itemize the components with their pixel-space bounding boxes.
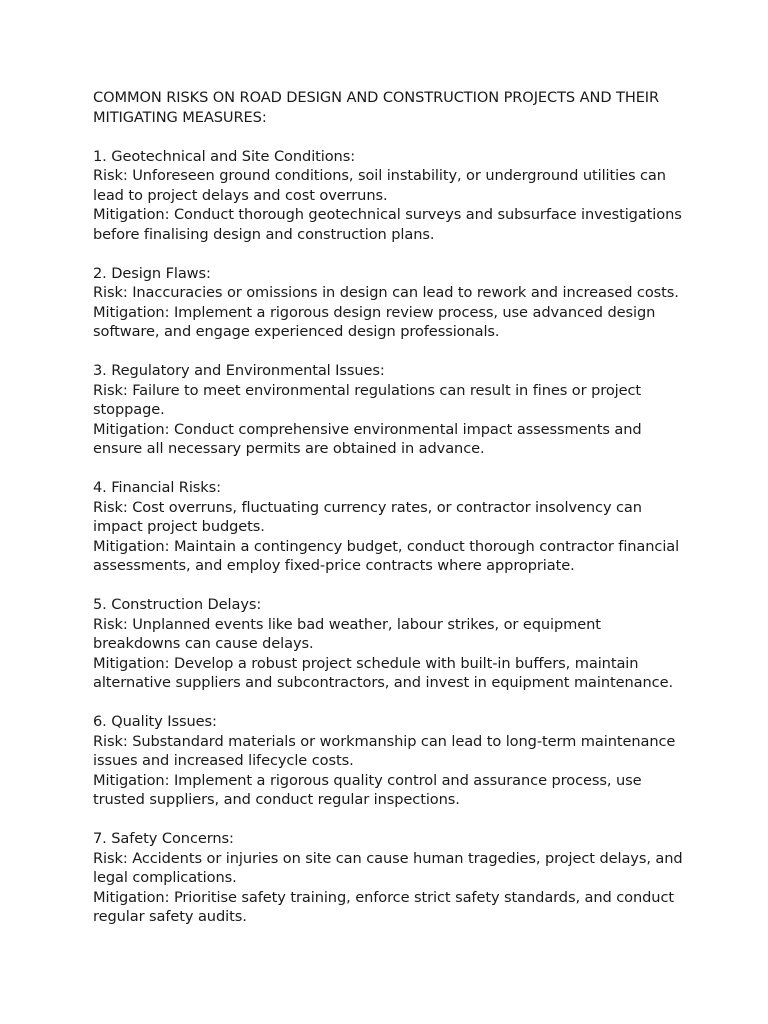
risk-text: Risk: Inaccuracies or omissions in design can lead to rework and increased costs. — [93, 284, 679, 301]
risk-text: Risk: Cost overruns, fluctuating currency rates, or contractor insolvency can impact project budgets. — [93, 498, 642, 535]
mitigation-text: Mitigation: Implement a rigorous quality control and assurance process, use trusted suppliers, and conduct regular inspections. — [93, 771, 642, 808]
mitigation-text: Mitigation: Conduct comprehensive environmental impact assessments and ensure all necessary permits are obtained in advance. — [93, 420, 642, 457]
risk-section-construction-delays — [93, 595, 683, 693]
mitigation-text: Mitigation: Prioritise safety training, enforce strict safety standards, and conduct regular safety audits. — [93, 888, 675, 925]
risk-section-safety — [93, 829, 683, 927]
risk-text: Risk: Unforeseen ground conditions, soil instability, or underground utilities can lead to project delays and cost overruns. — [93, 167, 666, 204]
risk-text: Risk: Accidents or injuries on site can cause human tragedies, project delays, and legal complications. — [93, 849, 683, 886]
mitigation-text: Mitigation: Maintain a contingency budget, conduct thorough contractor financial assessments, and employ fixed-price contracts where appropriate. — [93, 537, 680, 574]
section-heading: 4. Financial Risks: — [93, 479, 221, 496]
document-title: COMMON RISKS ON ROAD DESIGN AND CONSTRUCTION PROJECTS AND THEIR MITIGATING MEASURES: — [93, 89, 660, 126]
risk-text: Risk: Failure to meet environmental regulations can result in fines or project stoppage. — [93, 381, 642, 418]
section-heading: 2. Design Flaws: — [93, 264, 211, 282]
risk-section-quality — [93, 712, 683, 810]
section-heading: 3. Regulatory and Environmental Issues: — [93, 362, 385, 379]
mitigation-text: Mitigation: Develop a robust project schedule with built-in buffers, maintain alternative suppliers and subcontractors, and invest in equipment maintenance. — [93, 654, 673, 691]
section-heading: 5. Construction Delays: — [93, 596, 262, 613]
section-heading: 1. Geotechnical and Site Conditions: — [93, 147, 356, 165]
section-heading: 6. Quality Issues: — [93, 713, 217, 730]
section-heading: 7. Safety Concerns: — [93, 830, 234, 847]
risk-text: Risk: Substandard materials or workmanship can lead to long-term maintenance issues and increased lifecycle costs. — [93, 732, 676, 769]
mitigation-text: Mitigation: Conduct thorough geotechnical surveys and subsurface investigations before finalising design and construction plans. — [93, 206, 682, 243]
risk-section-financial — [93, 478, 683, 576]
risk-section-geotechnical — [93, 147, 683, 245]
risk-text: Risk: Unplanned events like bad weather, labour strikes, or equipment breakdowns can cause delays. — [93, 615, 601, 652]
document-page — [93, 88, 683, 927]
risk-section-design-flaws — [93, 264, 683, 342]
risk-section-regulatory — [93, 361, 683, 459]
mitigation-text: Mitigation: Implement a rigorous design review process, use advanced design software, and engage experienced design professionals. — [93, 303, 656, 340]
